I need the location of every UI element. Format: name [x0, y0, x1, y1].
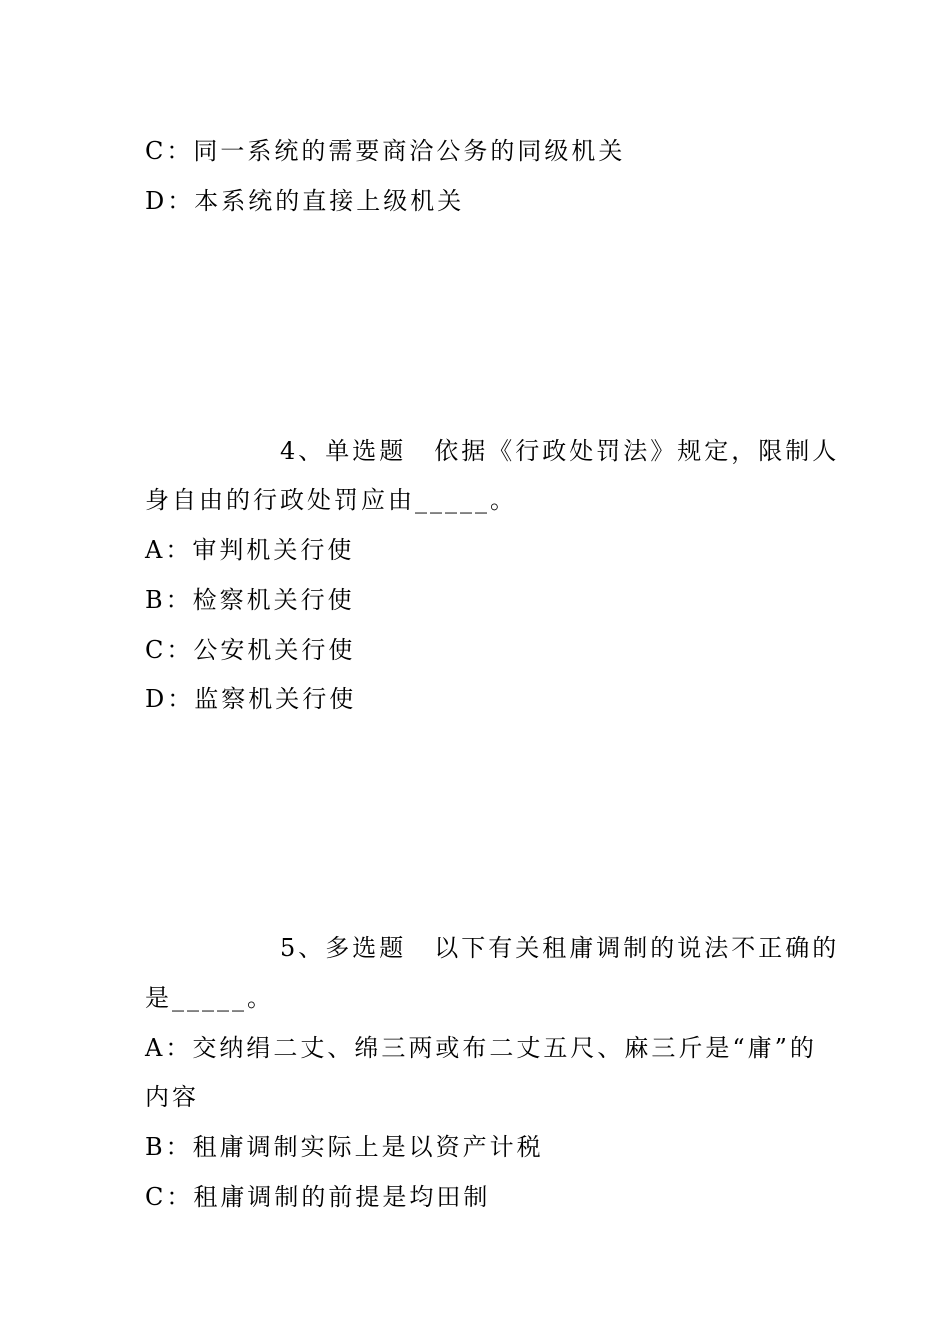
- q5-stem-line1: [145, 933, 840, 963]
- q4-stem-line2: 身自由的行政处罚应由_____。: [145, 486, 517, 514]
- q5-option-a-line2: 内容: [145, 1083, 199, 1111]
- q5-stem-line2: 是_____。: [145, 984, 274, 1012]
- q4-option-b: B：检察机关行使: [145, 586, 355, 614]
- q5-option-b: B：租庸调制实际上是以资产计税: [145, 1133, 544, 1161]
- q4-stem-line1: [145, 436, 840, 466]
- q5-option-c: C：租庸调制的前提是均田制: [145, 1183, 491, 1211]
- q4-option-a: A：审判机关行使: [145, 536, 355, 564]
- q5-option-a-line1: A：交纳绢二丈、绵三两或布二丈五尺、麻三斤是“庸”的: [145, 1034, 817, 1062]
- q5-stem-text: 以下有关租庸调制的说法不正确的: [434, 934, 840, 962]
- q4-type: 单选题: [325, 437, 407, 465]
- q3-option-c: C：同一系统的需要商洽公务的同级机关: [145, 137, 626, 165]
- q4-number: 4、: [280, 437, 326, 465]
- q4-stem-text: 依据《行政处罚法》规定，限制人: [434, 437, 840, 465]
- q5-type: 多选题: [325, 934, 407, 962]
- q3-option-d: D：本系统的直接上级机关: [145, 187, 465, 215]
- q5-number: 5、: [280, 934, 326, 962]
- q4-option-c: C：公安机关行使: [145, 636, 356, 664]
- q4-option-d: D：监察机关行使: [145, 685, 357, 713]
